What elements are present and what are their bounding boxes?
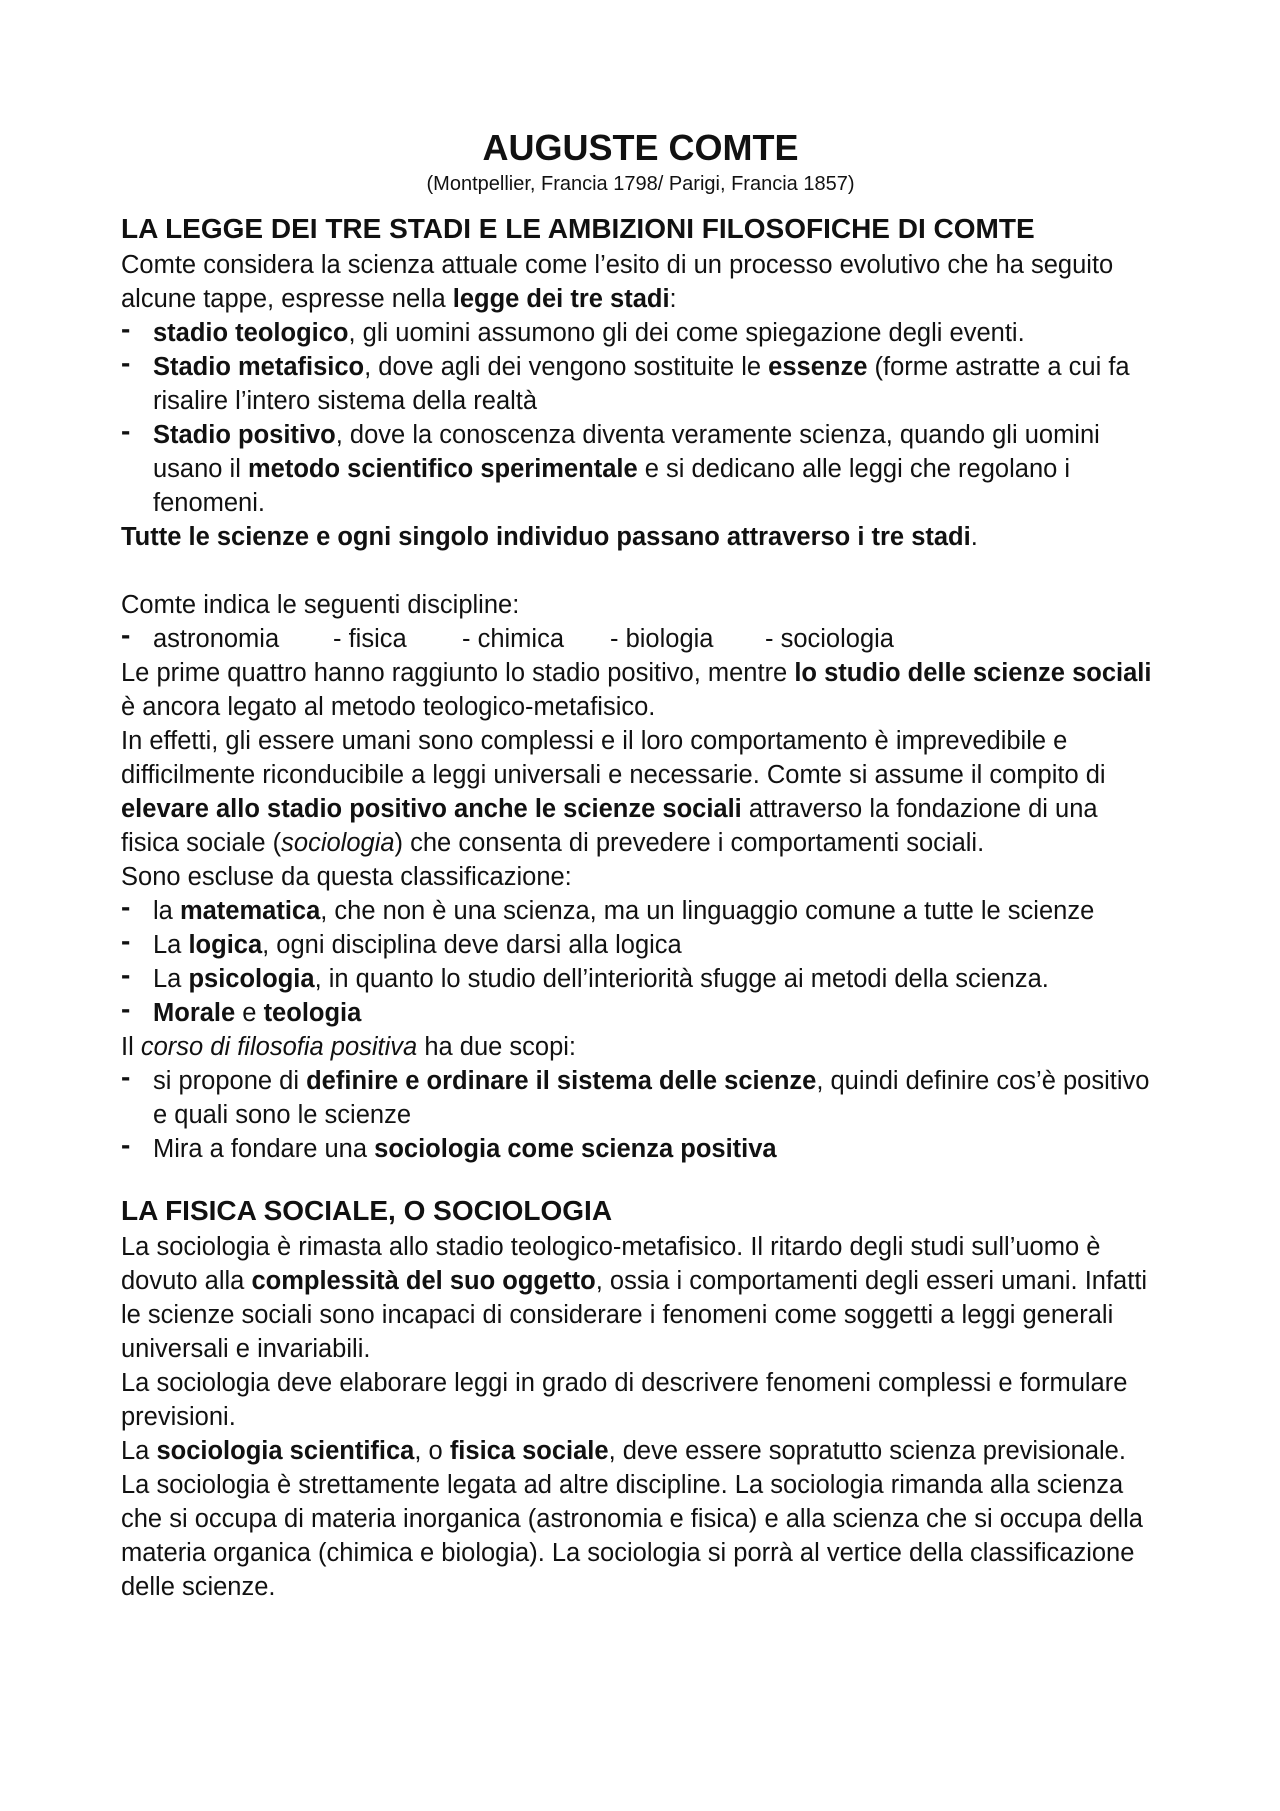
disciplines-list: [121, 622, 1160, 656]
list-item: - Morale e teologia: [121, 996, 1160, 1030]
discipline: - chimica: [462, 625, 565, 653]
excluded-list: [121, 894, 1160, 1030]
effects-paragraph: In effetti, gli essere umani sono complessi e il loro comportamento è imprevedibile e difficilmente riconducibile a leggi universali e necessarie. Comte si assume il compito di elevare allo stadio positivo anche le scienze sociali attraverso la fondazione di una fisica sociale (sociologia) che consenta di prevedere i comportamenti sociali.: [121, 727, 1106, 857]
sociology-paragraph-2: La sociologia deve elaborare leggi in grado di descrivere fenomeni complessi e formulare previsioni.: [121, 1369, 1128, 1431]
discipline: - biologia: [610, 625, 714, 653]
spacer: [121, 554, 1160, 588]
page-title: AUGUSTE COMTE: [482, 127, 799, 168]
spacer: [121, 1166, 1160, 1192]
positive-paragraph: Le prime quattro hanno raggiunto lo stadio positivo, mentre lo studio delle scienze sociali è ancora legato al metodo teologico-metafisico.: [121, 659, 1152, 721]
list-item: - Stadio metafisico, dove agli dei vengono sostituite le essenze (forme astratte a cui fa risalire l’intero sistema della realtà: [121, 350, 1160, 418]
list-item: [121, 622, 1160, 656]
section-heading-fisica-sociale: LA FISICA SOCIALE, O SOCIOLOGIA: [121, 1195, 613, 1226]
list-item: - stadio teologico, gli uomini assumono gli dei come spiegazione degli eventi.: [121, 316, 1160, 350]
bold-term: legge dei tre stadi: [452, 285, 670, 313]
section-heading-tre-stadi: LA LEGGE DEI TRE STADI E LE AMBIZIONI FILOSOFICHE DI COMTE: [121, 213, 1035, 244]
sociology-paragraph-1: La sociologia è rimasta allo stadio teologico-metafisico. Il ritardo degli studi sull’uomo è dovuto alla complessità del suo oggetto, ossia i comportamenti degli esseri umani. Infatti le scienze sociali sono incapaci di considerare i fenomeni come soggetti a leggi generali universali e invariabili.: [121, 1233, 1148, 1363]
list-item: - La psicologia, in quanto lo studio dell’interiorità sfugge ai metodi della scienza.: [121, 962, 1160, 996]
course-intro: Il corso di filosofia positiva ha due scopi:: [121, 1033, 577, 1061]
sociology-paragraph-3: La sociologia scientifica, o fisica sociale, deve essere sopratutto scienza previsionale.: [121, 1437, 1126, 1465]
list-item: - si propone di definire e ordinare il sistema delle scienze, quindi definire cos’è positivo e quali sono le scienze: [121, 1064, 1160, 1132]
page-subtitle: (Montpellier, Francia 1798/ Parigi, Francia 1857): [426, 173, 855, 195]
disciplines-intro: Comte indica le seguenti discipline:: [121, 591, 520, 619]
list-item: - La logica, ogni disciplina deve darsi alla logica: [121, 928, 1160, 962]
list-item: - Mira a fondare una sociologia come scienza positiva: [121, 1132, 1160, 1166]
conclusion-paragraph: Tutte le scienze e ogni singolo individuo passano attraverso i tre stadi.: [121, 523, 978, 551]
stages-list: [121, 316, 1160, 520]
course-aims-list: [121, 1064, 1160, 1166]
sociology-paragraph-4: La sociologia è strettamente legata ad altre discipline. La sociologia rimanda alla scienza che si occupa di materia inorganica (astronomia e fisica) e alla scienza che si occupa della materia organica (chimica e biologia). La sociologia si porrà al vertice della classificazione delle scienze.: [121, 1471, 1143, 1601]
excluded-intro: Sono escluse da questa classificazione:: [121, 863, 572, 891]
discipline: - sociologia: [765, 625, 894, 653]
discipline: - fisica: [333, 625, 407, 653]
list-item: - Stadio positivo, dove la conoscenza diventa veramente scienza, quando gli uomini usano il metodo scientifico sperimentale e si dedicano alle leggi che regolano i fenomeni.: [121, 418, 1160, 520]
intro-paragraph: Comte considera la scienza attuale come l’esito di un processo evolutivo che ha seguito alcune tappe, espresse nella legge dei tre stadi:: [121, 251, 1114, 313]
discipline: - astronomia: [153, 625, 280, 653]
list-item: - la matematica, che non è una scienza, ma un linguaggio comune a tutte le scienze: [121, 894, 1160, 928]
